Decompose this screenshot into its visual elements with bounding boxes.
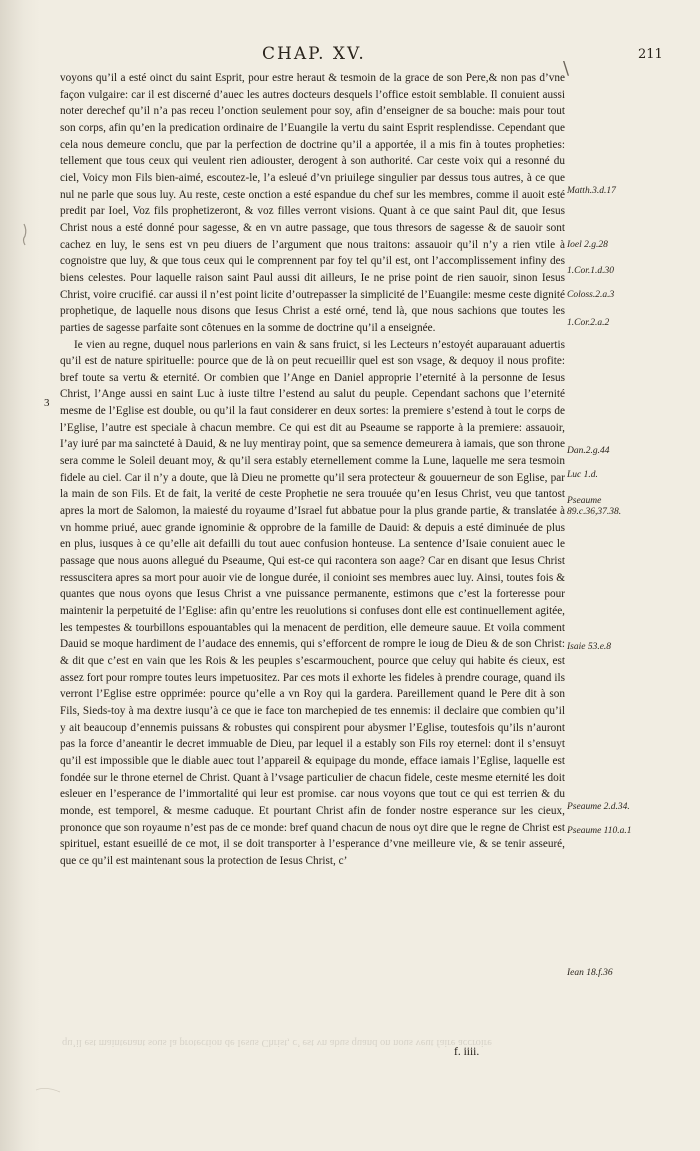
margin-note: Matth.3.d.17 xyxy=(567,186,616,196)
ink-stain xyxy=(36,1088,60,1092)
margin-note: Coloss.2.a.3 xyxy=(567,290,615,300)
margin-note: Isaie 53.e.8 xyxy=(567,642,612,652)
folio-number: 211 xyxy=(638,47,663,62)
corner-mark: \ xyxy=(563,58,570,79)
margin-note: Ioel 2.g.28 xyxy=(567,240,608,250)
paragraph-3: Ie vien au regne, duquel nous parlerions en vain & sans fruict, si les Lecteurs n’estoyét auparauant aduertis qu’il est de nature spirituelle: pource que de là on peut recueillir quel est son vsage, & dequoy il nous profite: bref toute sa vertu & eternité. Or combien que l’Ange en Daniel approprie l’eternité à la personne de Iesus Christ, l’Ange aussi en saint Luc à iuste tiltre l’estend au salut du peuple. Cependant sachons que l’eternité mesme de l’Eglise est double, ou qu’il la faut considerer en deux sortes: la premiere s’estend à tout le corps de l’Eglise, l’autre est speciale à chacun membre. Ce qui est dit au Pseaume se rapporte à la premiere: assauoir, I’ay iuré par ma saincteté à Dauid, & ne luy mentiray point, que sa semence demeurera à iamais, que son throne sera comme le Soleil deuant moy, & qu’il sera estably eternellement comme la Lune, laquelle me sera tesmoin fidele au ciel. Car il n’y a doute, que là Dieu ne promette qu’il sera protecteur & gouuerneur de son Eglise, par la main de son Fils. Et de fait, la verité de ceste Prophetie ne sera trouuée qu’en Iesus Christ, veu que tantost apres la mort de Salomon, la maiesté du royaume d’Israel fut abbatue pour la plus grande partie, & translatée à vn homme priué, auec grande ignominie & opprobre de la famille de Dauid: & depuis a esté diminuée de plus en plus, iusques à ce qu’elle ait defailli du tout auec confusion honteuse. La sentence d’Isaie conuient auec le passage que nous auons allegué du Pseaume, Qui est-ce qui racontera son aage? Car en disant que Iesus Christ ressuscitera apres sa mort pour auoir vie de longue durée, il conioint ses membres auec luy. Ainsi, toutes fois & quantes que nous oyons que Iesus Christ a vne puissance permanente, estimons que c’est la forteresse pour maintenir la perpetuité de l’Eglise: afin qu’entre les reuolutions si confuses dont elle est continuellement agitée, les tempestes & tourbillons espouantables qui la menacent de perdition, elle demeure sauue. Et voila comment Dauid se moque hardiment de l’audace des ennemis, qui s’efforcent de rompre le ioug de Dieu & de son Christ: & dit que c’est en vain que les Rois & les peuples s’escarmouchent, pource que celuy qui habite és cieux, est assez fort pour rompre toutes leurs impetuositez. Par ces mots il exhorte les fideles à prendre courage, quand ils verront l’Eglise estre opprimée: pource qu’elle a vn Roy qui la gardera. Pareillement quand le Pere dit à son Fils, Sieds-toy à ma dextre iusqu’à ce que ie face ton marchepied de tes ennemis: il declaire que combien qu’il y ait beaucoup d’ennemis puissans & robustes qui conspirent pour abysmer l’Eglise, toutesfois qu’ils n’auront pas la force d’aneantir le decret immuable de Dieu, par lequel il a estably son Fils roy eternel: dont il s’ensuyt qu’il est impossible que le diable auec tout l’appareil & equipage du monde, efface iamais l’Eglise, laquelle est fondée sur le throne eternel de Christ. Quant à l’vsage particulier de chacun fidele, ceste mesme eternité les doit esleuer en l’esperance de l’immortalité qui leur est promise. car nous voyons que tout ce qui est terrien & du monde, est temporel, & mesme caduque. Et pourtant Christ afin de fonder nostre esperance sur les cieux, prononce que son royaume n’est pas de ce monde: bref quand chacun de nous oyt dire que le regne de Christ est spirituel, estant esueillé de ce mot, il se doit transporter à l’esperance d’vne meilleure vie, & se tenir asseuré, que ce qu’il est maintenant sous la protection de Iesus Christ, c’ xyxy=(60,338,565,867)
paragraph-number: 3 xyxy=(44,397,50,409)
body-text xyxy=(60,70,565,870)
margin-note: 1.Cor.2.a.2 xyxy=(567,318,610,328)
margin-note: 1.Cor.1.d.30 xyxy=(567,266,614,276)
margin-note: Pseaume 2.d.34. xyxy=(567,802,630,812)
running-title: CHAP. XV. xyxy=(262,44,366,64)
show-through-text: qu’il est maintenant sous la protection de Iesus Christ, c’ est vn abus quand on nous veut faire accroire xyxy=(62,1037,492,1048)
ink-stain xyxy=(24,224,26,245)
page-header xyxy=(0,44,700,79)
margin-note: Pseaume 89.c.36,37.38. xyxy=(567,496,622,517)
margin-note: Pseaume 110.a.1 xyxy=(567,826,632,836)
margin-note: Dan.2.g.44 xyxy=(567,446,610,456)
signature-mark: f. iiii. xyxy=(454,1046,480,1058)
margin-note: Iean 18.f.36 xyxy=(567,968,613,978)
margin-note: Luc 1.d. xyxy=(567,470,598,480)
paragraph-continuation: voyons qu’il a esté oinct du saint Esprit, pour estre heraut & tesmoin de la grace de son Pere,& non pas d’vne façon vulgaire: car il est discerné d’auec les autres docteurs desquels l’office estoit semblable. Il conuient aussi noter derechef qu’il n’a pas receu l’onction seulement pour soy, afin d’enseigner de sa bouche: mais pour tout son corps, afin qu’en la predication ordinaire de l’Euangile la vertu du saint Esprit resplendisse. Cependant que cela nous demeure conclu, que par la perfection de doctrine qu’il a apportée, il a mis fin à toutes propheties: tellement que tous ceux qui veulent rien adiouster, derogent à son authorité. Car ceste voix qui a resonné du ciel, Voicy mon Fils bien-aimé, escoutez-le, l’a esleué d’vn priuilege singulier par dessus tous autres, à ce que nul ne parle que sous luy. Au reste, ceste onction a esté espandue du chef sur les membres, comme il auoit esté predit par Ioel, Voz fils prophetizeront, & voz filles verront visions. Quant à ce que saint Paul dit, que Iesus Christ nous a esté donné pour sagesse, & en vn autre passage, que tous thresors de sagesse & de sauoir sont cachez en luy, le sens est vn peu diuers de l’argument que nous traitons: assauoir qu’il n’y a rien vtile à cognoistre que luy, & que tous ceux qui le comprennent par foy tel qu’il est, ont l’accomplissement infiny des biens celestes. Pour laquelle raison saint Paul aussi dit ailleurs, Ie ne prise point de rien sauoir, sinon Iesus Christ, voire crucifié. car aussi il n’est point licite d’outrepasser la simplicité de l’Euangile: mesme ceste dignité prophetique, de laquelle nous disons que Iesus Christ a esté orné, tend là, que nous sachions que toutes les parties de sagesse parfaite sont côtenues en la somme de doctrine qu’il a enseignée. xyxy=(60,72,565,334)
